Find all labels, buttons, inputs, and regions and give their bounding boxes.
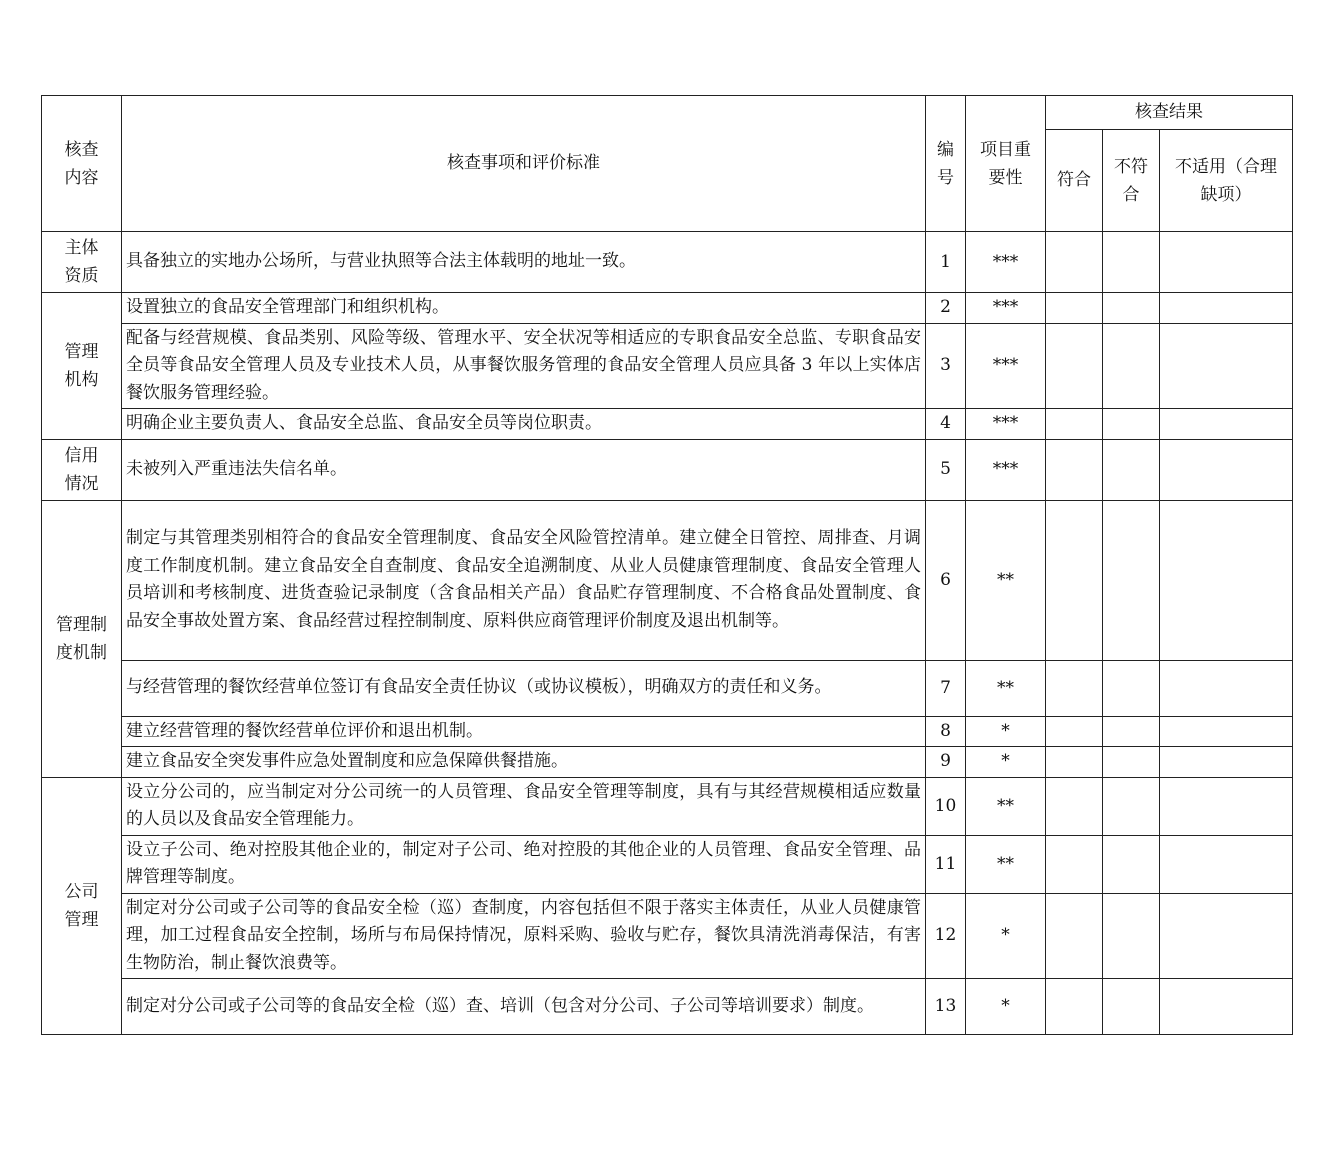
category-cell: 管理 机构 (42, 293, 122, 440)
result-na-cell[interactable] (1160, 747, 1293, 778)
table-row (42, 835, 1293, 893)
result-conform-cell[interactable] (1046, 716, 1103, 747)
item-text: 配备与经营规模、食品类别、风险等级、管理水平、安全状况等相适应的专职食品安全总监、专职食品安全员等食品安全管理人员及专业技术人员，从事餐饮服务管理的食品安全管理人员应具备 3 年以上实体店餐饮服务管理经验。 (122, 323, 926, 409)
inspection-table-container (41, 95, 1292, 1035)
header-na: 不适用（合理 缺项） (1160, 130, 1293, 232)
result-conform-cell[interactable] (1046, 232, 1103, 293)
item-importance: * (966, 716, 1046, 747)
header-content: 核查 内容 (42, 96, 122, 232)
item-no: 5 (926, 439, 966, 500)
result-na-cell[interactable] (1160, 835, 1293, 893)
table-row (42, 439, 1293, 500)
item-no: 2 (926, 293, 966, 324)
result-nonconform-cell[interactable] (1103, 893, 1160, 979)
result-conform-cell[interactable] (1046, 660, 1103, 716)
category-cell: 信用 情况 (42, 439, 122, 500)
result-conform-cell[interactable] (1046, 893, 1103, 979)
item-no: 6 (926, 500, 966, 660)
result-nonconform-cell[interactable] (1103, 979, 1160, 1035)
item-no: 3 (926, 323, 966, 409)
item-importance: * (966, 893, 1046, 979)
item-importance: *** (966, 232, 1046, 293)
result-na-cell[interactable] (1160, 293, 1293, 324)
result-na-cell[interactable] (1160, 660, 1293, 716)
item-no: 9 (926, 747, 966, 778)
item-importance: * (966, 747, 1046, 778)
header-no: 编 号 (926, 96, 966, 232)
category-cell: 公司 管理 (42, 777, 122, 1035)
result-nonconform-cell[interactable] (1103, 293, 1160, 324)
result-conform-cell[interactable] (1046, 293, 1103, 324)
result-na-cell[interactable] (1160, 232, 1293, 293)
table-row (42, 660, 1293, 716)
item-text: 明确企业主要负责人、食品安全总监、食品安全员等岗位职责。 (122, 409, 926, 440)
item-importance: * (966, 979, 1046, 1035)
header-row-1 (42, 96, 1293, 130)
header-importance: 项目重 要性 (966, 96, 1046, 232)
table-row (42, 500, 1293, 660)
item-importance: *** (966, 409, 1046, 440)
item-text: 与经营管理的餐饮经营单位签订有食品安全责任协议（或协议模板），明确双方的责任和义务。 (122, 660, 926, 716)
result-na-cell[interactable] (1160, 409, 1293, 440)
result-nonconform-cell[interactable] (1103, 777, 1160, 835)
result-conform-cell[interactable] (1046, 409, 1103, 440)
item-importance: *** (966, 323, 1046, 409)
item-text: 制定与其管理类别相符合的食品安全管理制度、食品安全风险管控清单。建立健全日管控、周排查、月调度工作制度机制。建立食品安全自查制度、食品安全追溯制度、从业人员健康管理制度、食品安全管理人员培训和考核制度、进货查验记录制度（含食品相关产品）食品贮存管理制度、不合格食品处置制度、食品安全事故处置方案、食品经营过程控制制度、原料供应商管理评价制度及退出机制等。 (122, 500, 926, 660)
item-importance: *** (966, 439, 1046, 500)
item-text: 设置独立的食品安全管理部门和组织机构。 (122, 293, 926, 324)
result-na-cell[interactable] (1160, 716, 1293, 747)
item-text: 建立食品安全突发事件应急处置制度和应急保障供餐措施。 (122, 747, 926, 778)
result-nonconform-cell[interactable] (1103, 232, 1160, 293)
category-cell: 主体 资质 (42, 232, 122, 293)
item-importance: ** (966, 835, 1046, 893)
table-row (42, 979, 1293, 1035)
item-no: 11 (926, 835, 966, 893)
result-na-cell[interactable] (1160, 893, 1293, 979)
result-conform-cell[interactable] (1046, 747, 1103, 778)
table-row (42, 777, 1293, 835)
item-text: 制定对分公司或子公司等的食品安全检（巡）查、培训（包含对分公司、子公司等培训要求）制度。 (122, 979, 926, 1035)
table-row (42, 409, 1293, 440)
item-text: 建立经营管理的餐饮经营单位评价和退出机制。 (122, 716, 926, 747)
item-no: 10 (926, 777, 966, 835)
item-text: 未被列入严重违法失信名单。 (122, 439, 926, 500)
result-na-cell[interactable] (1160, 439, 1293, 500)
table-row (42, 323, 1293, 409)
result-conform-cell[interactable] (1046, 439, 1103, 500)
item-importance: ** (966, 777, 1046, 835)
table-row (42, 747, 1293, 778)
inspection-table (41, 95, 1293, 1035)
table-row (42, 232, 1293, 293)
result-na-cell[interactable] (1160, 323, 1293, 409)
item-no: 13 (926, 979, 966, 1035)
result-nonconform-cell[interactable] (1103, 409, 1160, 440)
item-importance: ** (966, 500, 1046, 660)
result-conform-cell[interactable] (1046, 500, 1103, 660)
result-nonconform-cell[interactable] (1103, 747, 1160, 778)
item-no: 1 (926, 232, 966, 293)
header-nonconform: 不符 合 (1103, 130, 1160, 232)
header-items: 核查事项和评价标准 (122, 96, 926, 232)
category-cell: 管理制 度机制 (42, 500, 122, 777)
result-conform-cell[interactable] (1046, 979, 1103, 1035)
result-na-cell[interactable] (1160, 500, 1293, 660)
item-no: 8 (926, 716, 966, 747)
table-row (42, 293, 1293, 324)
result-nonconform-cell[interactable] (1103, 323, 1160, 409)
result-na-cell[interactable] (1160, 777, 1293, 835)
result-conform-cell[interactable] (1046, 777, 1103, 835)
item-no: 4 (926, 409, 966, 440)
item-text: 设立分公司的，应当制定对分公司统一的人员管理、食品安全管理等制度，具有与其经营规模相适应数量的人员以及食品安全管理能力。 (122, 777, 926, 835)
result-nonconform-cell[interactable] (1103, 660, 1160, 716)
result-nonconform-cell[interactable] (1103, 500, 1160, 660)
result-conform-cell[interactable] (1046, 323, 1103, 409)
item-text: 制定对分公司或子公司等的食品安全检（巡）查制度，内容包括但不限于落实主体责任，从业人员健康管理，加工过程食品安全控制，场所与布局保持情况，原料采购、验收与贮存，餐饮具清洗消毒保洁，有害生物防治，制止餐饮浪费等。 (122, 893, 926, 979)
item-no: 7 (926, 660, 966, 716)
result-nonconform-cell[interactable] (1103, 439, 1160, 500)
result-nonconform-cell[interactable] (1103, 716, 1160, 747)
table-row (42, 716, 1293, 747)
item-importance: ** (966, 660, 1046, 716)
item-no: 12 (926, 893, 966, 979)
table-row (42, 893, 1293, 979)
header-result: 核查结果 (1046, 96, 1293, 130)
item-importance: *** (966, 293, 1046, 324)
item-text: 设立子公司、绝对控股其他企业的，制定对子公司、绝对控股的其他企业的人员管理、食品安全管理、品牌管理等制度。 (122, 835, 926, 893)
result-nonconform-cell[interactable] (1103, 835, 1160, 893)
header-conform: 符合 (1046, 130, 1103, 232)
result-conform-cell[interactable] (1046, 835, 1103, 893)
result-na-cell[interactable] (1160, 979, 1293, 1035)
item-text: 具备独立的实地办公场所，与营业执照等合法主体载明的地址一致。 (122, 232, 926, 293)
